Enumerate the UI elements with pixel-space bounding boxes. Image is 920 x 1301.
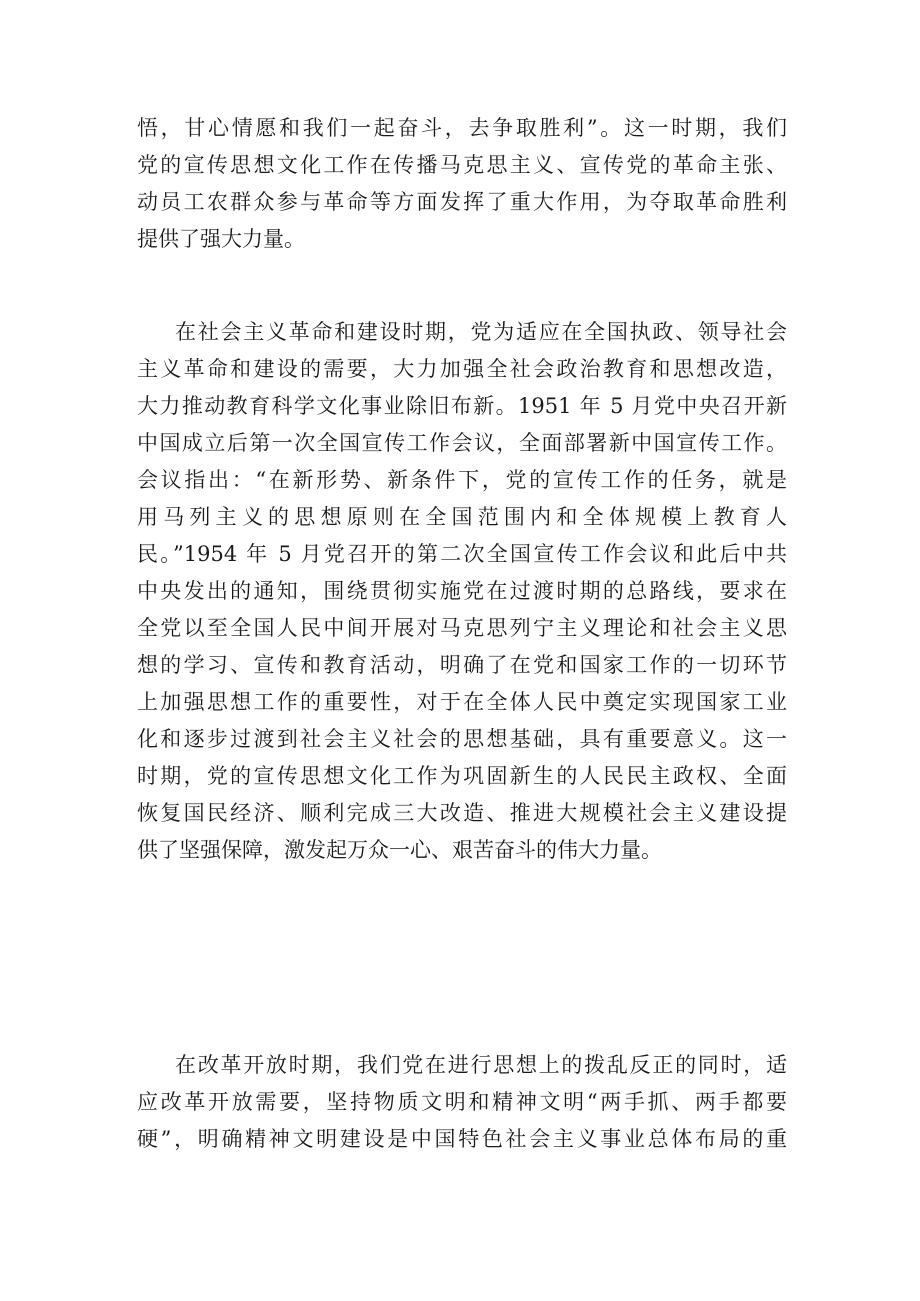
paragraph-line: 恢复国民经济、顺利完成三大改造、推进大规模社会主义建设提 [137, 801, 787, 825]
paragraph-line: 供了坚强保障，激发起万众一心、艰苦奋斗的伟大力量。 [137, 838, 662, 862]
paragraph-line: 化和逐步过渡到社会主义社会的思想基础，具有重要意义。这一 [137, 727, 787, 751]
paragraph-line: 想的学习、宣传和教育活动，明确了在党和国家工作的一切环节 [137, 653, 787, 677]
paragraph-line: 党的宣传思想文化工作在传播马克思主义、宣传党的革命主张、 [137, 153, 787, 177]
paragraph-line: 会议指出：“在新形势、新条件下，党的宣传工作的任务，就是 [137, 468, 787, 492]
paragraph-line: 用马列主义的思想原则在全国范围内和全体规模上教育人 [137, 505, 787, 529]
paragraph-1 [137, 110, 787, 258]
paragraph-line: 时期，党的宣传思想文化工作为巩固新生的人民民主政权、全面 [137, 764, 787, 788]
paragraph-line: 在社会主义革命和建设时期，党为适应在全国执政、领导社会 [175, 320, 787, 344]
paragraph-line: 中国成立后第一次全国宣传工作会议，全面部署新中国宣传工作。 [137, 431, 787, 455]
paragraph-line: 在改革开放时期，我们党在进行思想上的拨乱反正的同时，适 [175, 1053, 787, 1077]
paragraph-3 [137, 1047, 787, 1158]
paragraph-line: 提供了强大力量。 [137, 227, 305, 251]
paragraph-line: 上加强思想工作的重要性，对于在全体人民中奠定实现国家工业 [137, 690, 787, 714]
paragraph-line: 中央发出的通知，围绕贯彻实施党在过渡时期的总路线，要求在 [137, 579, 787, 603]
paragraph-line: 悟，甘心情愿和我们一起奋斗，去争取胜利”。这一时期，我们 [137, 116, 787, 140]
paragraph-line: 硬”，明确精神文明建设是中国特色社会主义事业总体布局的重 [137, 1127, 787, 1151]
paragraph-line: 动员工农群众参与革命等方面发挥了重大作用，为夺取革命胜利 [137, 190, 787, 214]
paragraph-line: 全党以至全国人民中间开展对马克思列宁主义理论和社会主义思 [137, 616, 787, 640]
paragraph-line: 主义革命和建设的需要，大力加强全社会政治教育和思想改造， [137, 357, 787, 381]
paragraph-line: 应改革开放需要，坚持物质文明和精神文明“两手抓、两手都要 [137, 1090, 787, 1114]
paragraph-line: 民。”1954 年 5 月党召开的第二次全国宣传工作会议和此后中共 [137, 542, 787, 566]
paragraph-line: 大力推动教育科学文化事业除旧布新。1951 年 5 月党中央召开新 [137, 394, 787, 418]
paragraph-2 [137, 314, 787, 869]
